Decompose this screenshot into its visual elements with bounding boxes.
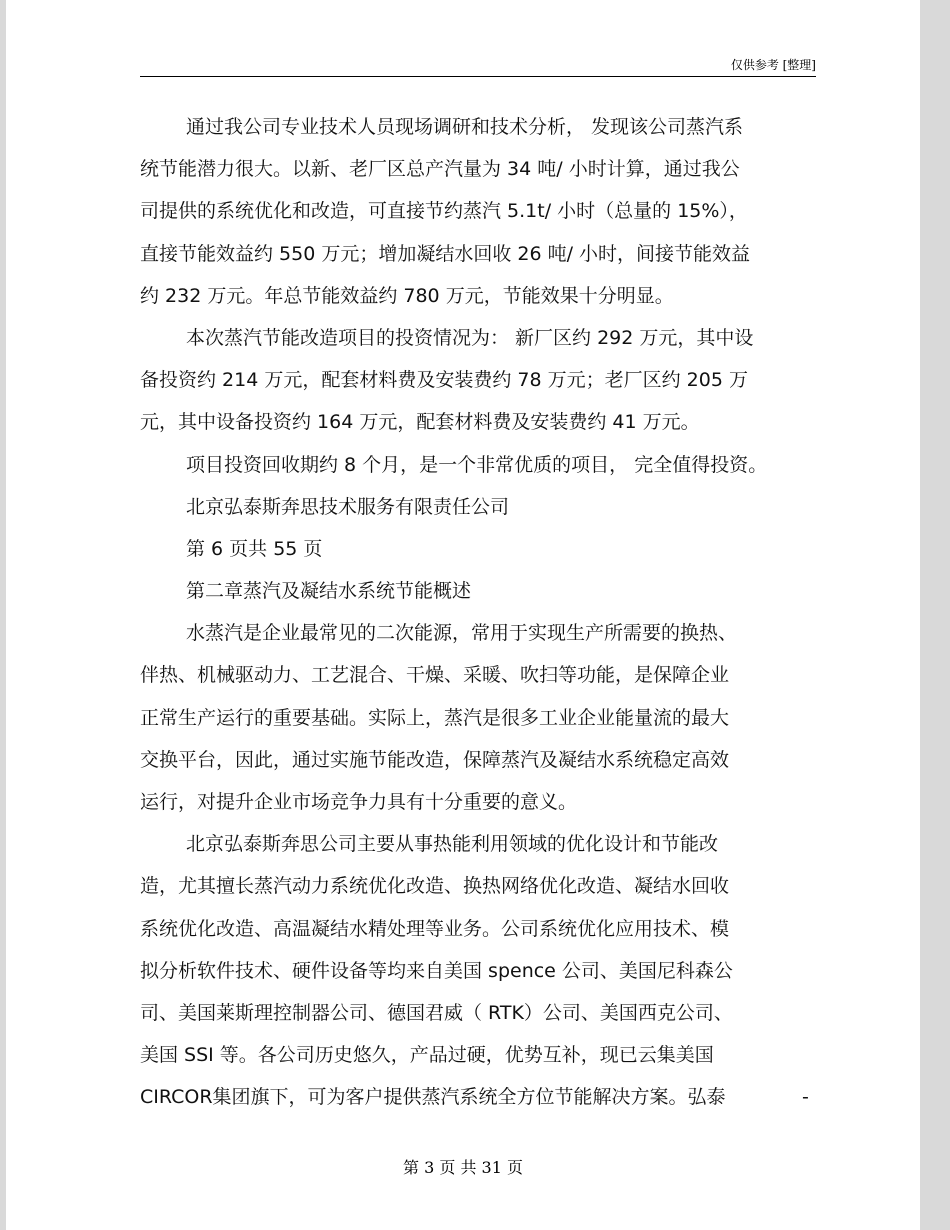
text-line: 北京弘泰斯奔思技术服务有限责任公司 <box>186 495 510 518</box>
body-text <box>140 106 830 1119</box>
text-line: 约 232 万元。年总节能效益约 780 万元，节能效果十分明显。 <box>140 284 674 307</box>
text-line: 正常生产运行的重要基础。实际上，蒸汽是很多工业企业能量流的最大 <box>140 706 730 729</box>
text-line: 司、美国莱斯理控制器公司、德国君威（ RTK）公司、美国西克公司、 <box>140 1001 733 1024</box>
text-line: 拟分析软件技术、硬件设备等均来自美国 spence 公司、美国尼科森公 <box>140 959 733 982</box>
page-footer: 第 3 页 共 31 页 <box>403 1158 523 1177</box>
text-line: 水蒸汽是企业最常见的二次能源，常用于实现生产所需要的换热、 <box>186 622 738 645</box>
text-line: 第 6 页共 55 页 <box>186 537 323 560</box>
text-line: 美国 SSI 等。各公司历史悠久，产品过硬，优势互补，现已云集美国 <box>140 1044 714 1067</box>
header-note: 仅供参考 [整理] <box>730 58 816 72</box>
page-header <box>140 54 816 77</box>
text-line: 司提供的系统优化和改造，可直接节约蒸汽 5.1t/ 小时（总量的 15%）， <box>140 200 748 223</box>
text-line: 系统优化改造、高温凝结水精处理等业务。公司系统优化应用技术、模 <box>140 917 730 940</box>
text-line: 备投资约 214 万元，配套材料费及安装费约 78 万元；老厂区约 205 万 <box>140 369 748 392</box>
text-line: 造，尤其擅长蒸汽动力系统优化改造、换热网络优化改造、凝结水回收 <box>140 875 730 898</box>
text-line: 直接节能效益约 550 万元；增加凝结水回收 26 吨/ 小时，间接节能效益 <box>140 242 751 265</box>
document-page <box>6 0 920 1230</box>
text-line: 统节能潜力很大。以新、老厂区总产汽量为 34 吨/ 小时计算，通过我公 <box>140 158 740 181</box>
text-line: 项目投资回收期约 8 个月，是一个非常优质的项目， 完全值得投资。 <box>186 453 768 476</box>
text-line: 北京弘泰斯奔思公司主要从事热能利用领域的优化设计和节能改 <box>186 833 719 856</box>
trailing-mark: - <box>802 1086 809 1108</box>
text-line: 本次蒸汽节能改造项目的投资情况为： 新厂区约 292 万元，其中设 <box>186 326 754 349</box>
text-line: CIRCOR集团旗下，可为客户提供蒸汽系统全方位节能解决方案。弘泰 <box>140 1086 726 1109</box>
text-line: 伴热、机械驱动力、工艺混合、干燥、采暖、吹扫等功能，是保障企业 <box>140 664 730 687</box>
text-line: 通过我公司专业技术人员现场调研和技术分析， 发现该公司蒸汽系 <box>186 116 744 138</box>
text-line: 元，其中设备投资约 164 万元，配套材料费及安装费约 41 万元。 <box>140 411 700 434</box>
text-line: 运行，对提升企业市场竞争力具有十分重要的意义。 <box>140 791 578 813</box>
text-line: 交换平台，因此，通过实施节能改造，保障蒸汽及凝结水系统稳定高效 <box>140 748 730 771</box>
text-line: 第二章蒸汽及凝结水系统节能概述 <box>186 580 472 603</box>
